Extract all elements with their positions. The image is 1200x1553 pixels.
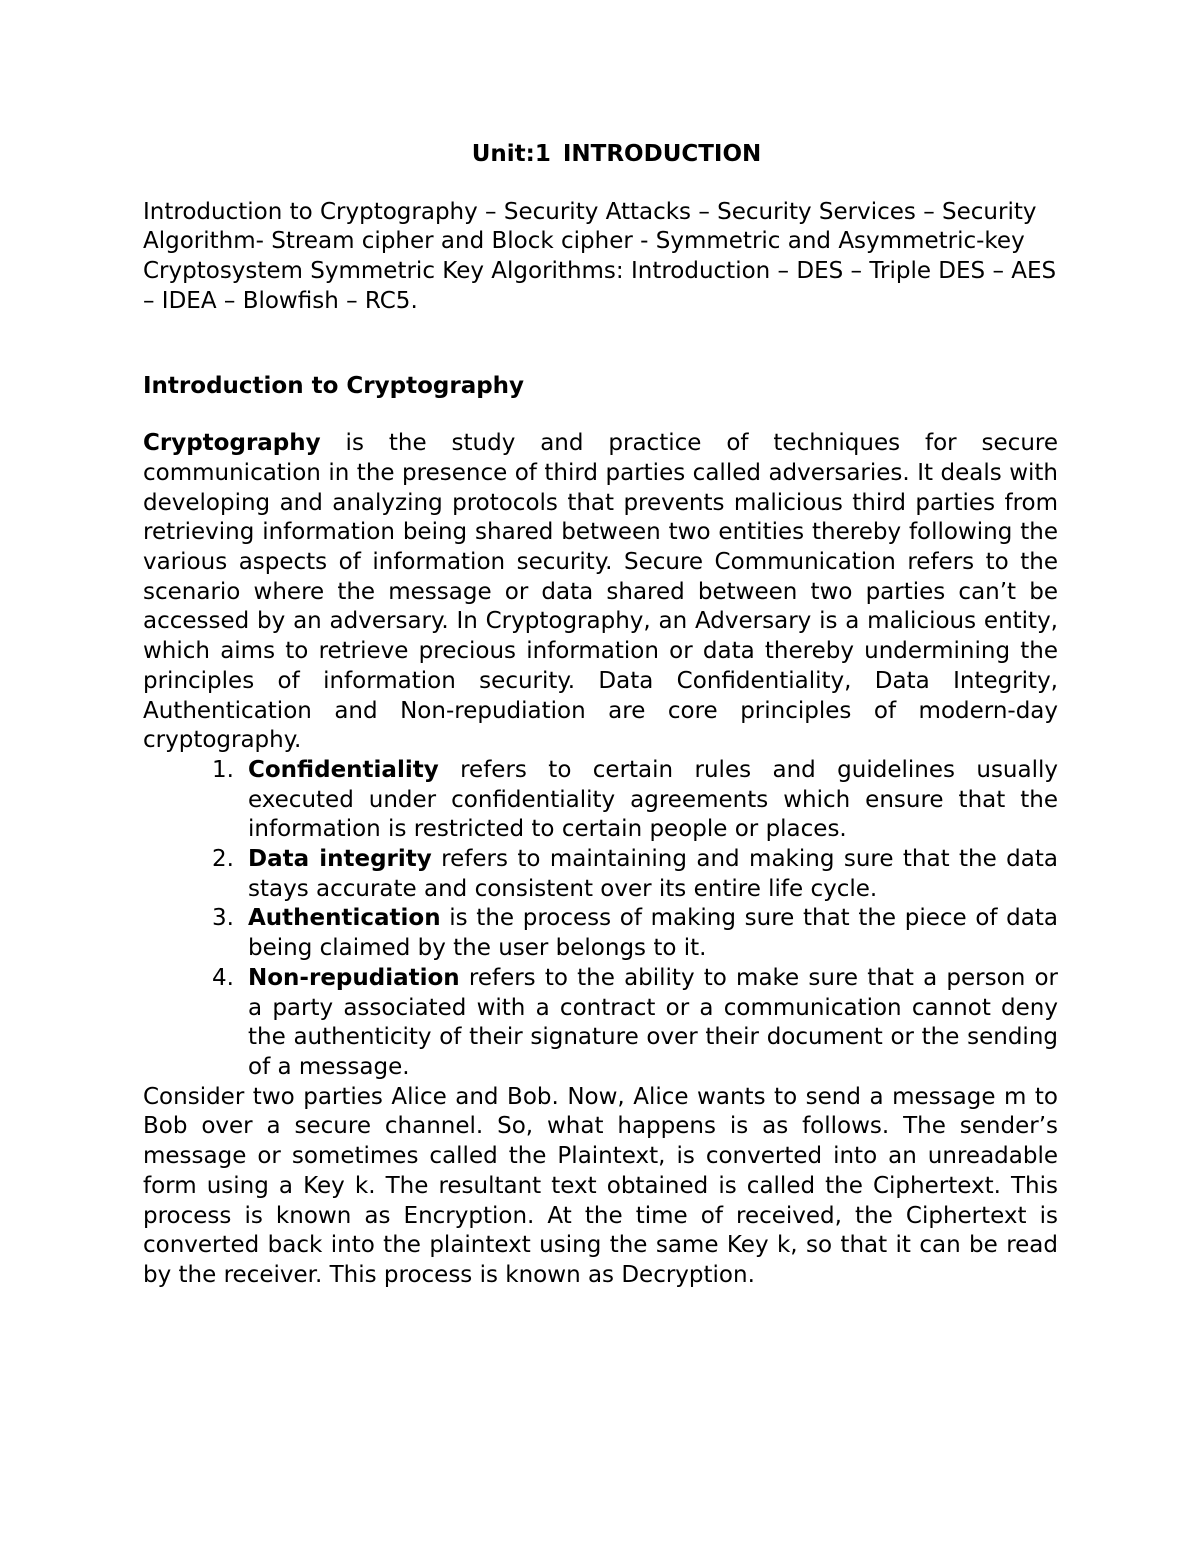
list-item-number: 4. — [212, 964, 234, 991]
list-item — [212, 904, 1058, 963]
list-item-term: Authentication — [248, 905, 441, 932]
list-item-text: is the process of making sure that the piece of data being claimed by the user belongs to it. — [248, 905, 1058, 962]
intro-paragraph — [143, 429, 1058, 756]
list-item-number: 1. — [212, 756, 234, 783]
document-page — [143, 140, 1058, 1291]
section-heading: Introduction to Cryptography — [143, 372, 525, 399]
page-title: Unit:1 INTRODUCTION — [471, 141, 762, 167]
unit-summary: Introduction to Cryptography – Security Attacks – Security Services – Security Algorithm- Stream cipher and Block cipher - Symmetric and Asymmetric-key Cryptosystem Symmetric Key Algorithms: Introduction – DES – Triple DES – AES – IDEA – Blowfish – RC5. — [143, 198, 1057, 314]
list-item-number: 2. — [212, 846, 234, 873]
list-item-number: 3. — [212, 905, 234, 932]
principles-list — [143, 756, 1058, 1083]
intro-text: is the study and practice of techniques for secure communication in the presence of third parties called adversaries. It deals with developing and analyzing protocols that prevents malicious third parties from retrieving information being shared between two entities thereby following the various aspects of information security. Secure Communication refers to the scenario where the message or data shared between two parties can’t be accessed by an adversary. In Cryptography, an Adversary is a malicious entity, which aims to retrieve precious information or data thereby undermining the principles of information security. Data Confidentiality, Data Integrity, Authentication and Non-repudiation are core principles of modern-day cryptography. — [143, 430, 1058, 754]
list-item-text: refers to certain rules and guidelines usually executed under confidentiality agreements which ensure that the information is restricted to certain people or places. — [248, 756, 1058, 843]
intro-term: Cryptography — [143, 430, 321, 457]
list-item-term: Data integrity — [248, 846, 432, 873]
closing-paragraph: Consider two parties Alice and Bob. Now, Alice wants to send a message m to Bob over a secure channel. So, what happens is as follows. The sender’s message or sometimes called the Plaintext, is converted into an unreadable form using a Key k. The resultant text obtained is called the Ciphertext. This process is known as Encryption. At the time of received, the Ciphertext is converted back into the plaintext using the same Key k, so that it can be read by the receiver. This process is known as Decryption. — [143, 1083, 1058, 1288]
list-item-text: refers to maintaining and making sure that the data stays accurate and consistent over its entire life cycle. — [248, 846, 1058, 902]
list-item — [212, 756, 1058, 845]
list-item — [212, 845, 1058, 904]
list-item — [212, 964, 1058, 1083]
list-item-term: Non-repudiation — [248, 964, 460, 991]
list-item-text: refers to the ability to make sure that a person or a party associated with a contract or a communication cannot deny the authenticity of their signature over their document or the sending of a message. — [248, 964, 1058, 1080]
list-item-term: Confidentiality — [248, 756, 439, 783]
